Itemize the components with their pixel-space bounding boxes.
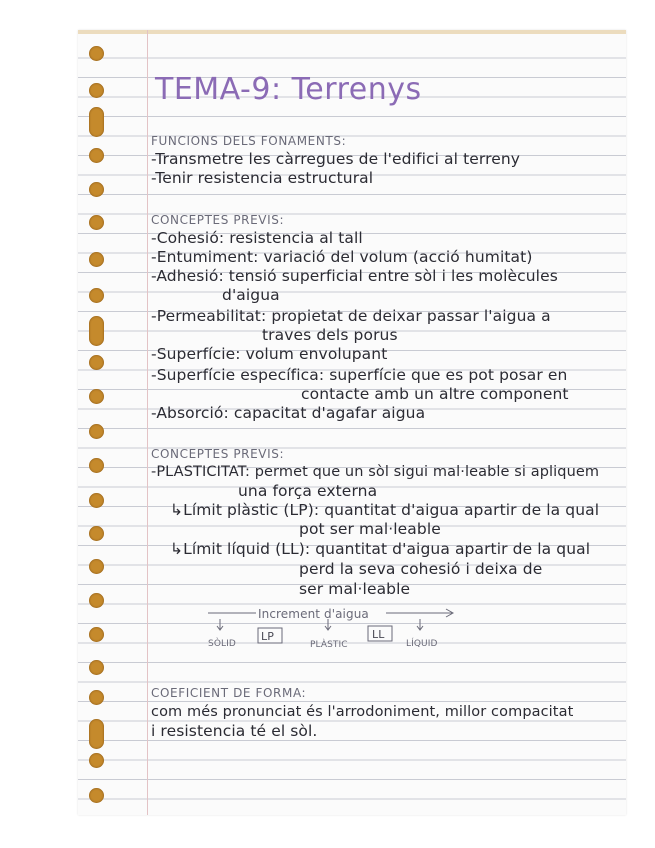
note-line: traves dels porus bbox=[262, 326, 398, 344]
state-solid: SÒLID bbox=[208, 639, 236, 649]
binder-hole bbox=[89, 458, 104, 473]
water-increment-diagram bbox=[200, 606, 470, 654]
note-line: -Superfície: volum envolupant bbox=[151, 345, 388, 363]
note-line: pot ser mal·leable bbox=[299, 520, 441, 538]
section-heading-conceptes: CONCEPTES PREVIS: bbox=[151, 213, 285, 227]
binder-hole bbox=[89, 753, 104, 768]
state-lp: LP bbox=[261, 630, 274, 643]
note-line: i resistencia té el sòl. bbox=[151, 722, 318, 740]
state-ll: LL bbox=[372, 628, 385, 641]
binder-hole bbox=[89, 719, 104, 749]
binder-hole bbox=[89, 107, 104, 137]
page-top-edge bbox=[78, 30, 626, 34]
note-line: d'aigua bbox=[222, 286, 280, 304]
binder-hole bbox=[89, 46, 104, 61]
binder-hole bbox=[89, 252, 104, 267]
state-liquid: LÍQUID bbox=[406, 639, 438, 649]
note-line: perd la seva cohesió i deixa de bbox=[299, 560, 543, 578]
note-line: -Superfície específica: superfície que es pot posar en bbox=[151, 366, 568, 384]
note-line: ↳Límit plàstic (LP): quantitat d'aigua apartir de la qual bbox=[170, 501, 600, 519]
binder-hole bbox=[89, 182, 104, 197]
state-plastic: PLÀSTIC bbox=[310, 640, 348, 650]
binder-hole bbox=[89, 355, 104, 370]
note-line: -Tenir resistencia estructural bbox=[151, 169, 374, 187]
note-line: -Absorció: capacitat d'agafar aigua bbox=[151, 404, 426, 422]
note-line: -Transmetre les càrregues de l'edifici al terreny bbox=[151, 150, 521, 168]
binder-hole bbox=[89, 788, 104, 803]
note-line: -Cohesió: resistencia al tall bbox=[151, 229, 363, 247]
binder-hole bbox=[89, 593, 104, 608]
note-line: -Entumiment: variació del volum (acció humitat) bbox=[151, 248, 533, 266]
note-line: ↳Límit líquid (LL): quantitat d'aigua apartir de la qual bbox=[170, 540, 591, 558]
section-heading-fonaments: FUNCIONS DELS FONAMENTS: bbox=[151, 134, 347, 148]
binder-hole bbox=[89, 215, 104, 230]
note-line: com més pronunciat és l'arrodoniment, millor compacitat bbox=[151, 704, 574, 720]
binder-hole bbox=[89, 288, 104, 303]
note-line: ser mal·leable bbox=[299, 580, 411, 598]
note-line: una força externa bbox=[238, 482, 378, 500]
note-line: -Permeabilitat: propietat de deixar passar l'aigua a bbox=[151, 307, 551, 325]
binder-hole bbox=[89, 559, 104, 574]
binder-hole bbox=[89, 493, 104, 508]
section-heading-coeficient: COEFICIENT DE FORMA: bbox=[151, 686, 307, 700]
margin-line bbox=[147, 30, 148, 815]
binder-hole bbox=[89, 690, 104, 705]
binder-hole bbox=[89, 660, 104, 675]
note-line: -PLASTICITAT: permet que un sòl sigui mal·leable si apliquem bbox=[151, 464, 600, 480]
binder-hole bbox=[89, 424, 104, 439]
increment-label: Increment d'aigua bbox=[258, 607, 369, 621]
binder-hole bbox=[89, 83, 104, 98]
binder-hole bbox=[89, 389, 104, 404]
binder-hole bbox=[89, 148, 104, 163]
section-heading-plasticitat: CONCEPTES PREVIS: bbox=[151, 447, 285, 461]
note-line: contacte amb un altre component bbox=[301, 385, 569, 403]
binder-hole bbox=[89, 627, 104, 642]
note-line: -Adhesió: tensió superficial entre sòl i les molècules bbox=[151, 267, 558, 285]
binder-hole bbox=[89, 316, 104, 346]
page-title: TEMA-9: Terrenys bbox=[155, 72, 422, 107]
binder-hole bbox=[89, 526, 104, 541]
binder-holes bbox=[89, 46, 113, 806]
